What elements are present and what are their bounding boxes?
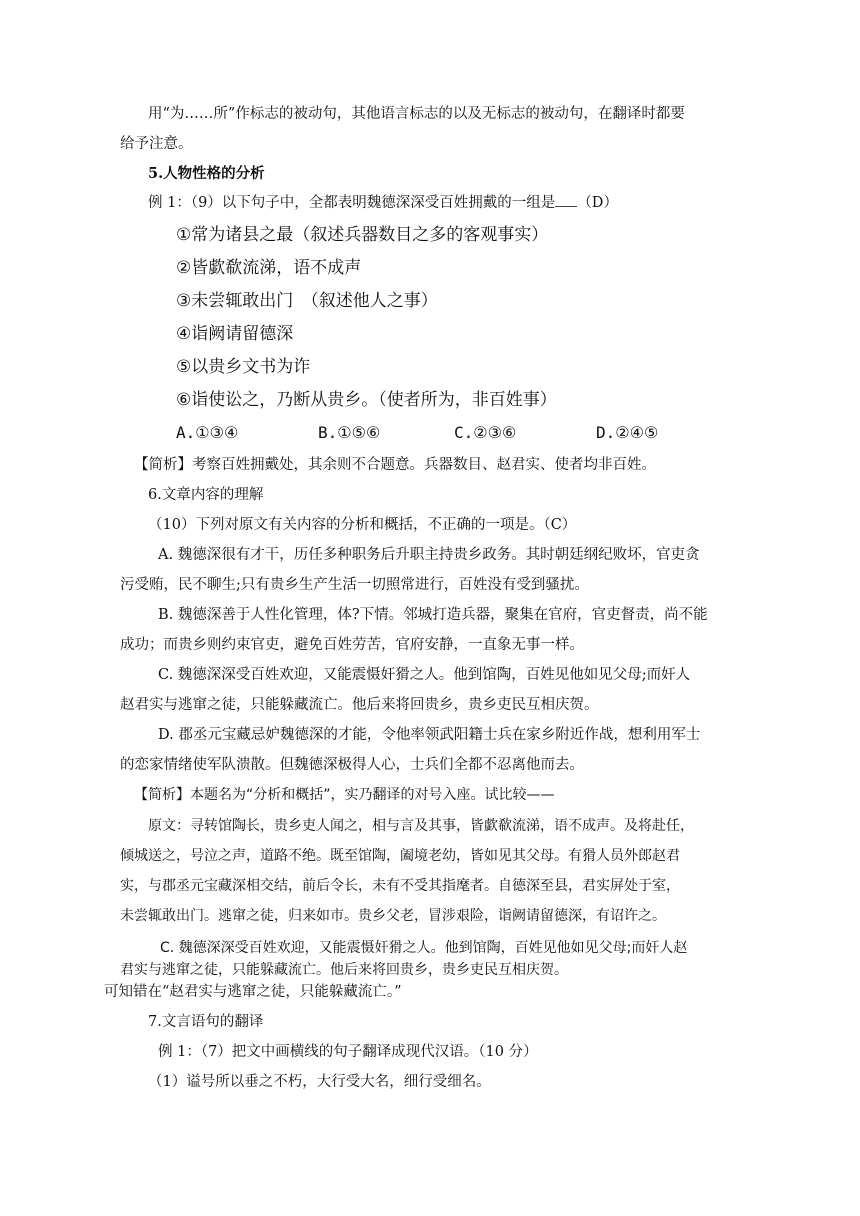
- choice-a: A.①③④: [176, 423, 239, 442]
- question-10: （10）下列对原文有关内容的分析和概括，不正确的一项是。（C）: [148, 517, 577, 533]
- question-9-stem: 例 1：（9）以下句子中，全都表明魏德深深受百姓拥戴的一组是: [148, 195, 556, 211]
- original-text-line-1: 原文：寻转馆陶长，贵乡吏人闻之，相与言及其事，皆歔欷流涕，语不成声。及将赴任，: [148, 818, 694, 834]
- translation-item-1: （1）谥号所以垂之不朽，大行受大名，细行受细名。: [148, 1074, 491, 1090]
- answer-blank: [555, 206, 577, 207]
- choice-b: B.①⑤⑥: [318, 423, 381, 442]
- choice-d: D.②④⑤: [596, 423, 659, 442]
- section-heading-5: 5.人物性格的分析: [148, 165, 265, 182]
- option-item-2: ②皆歔欷流涕，语不成声: [176, 258, 362, 278]
- answer-choices: [176, 422, 696, 444]
- option-d-line-1: D. 郡丞元宝藏忌妒魏德深的才能，令他率领武阳籍士兵在家乡附近作战，想利用军士: [158, 727, 701, 743]
- section-heading-6: 6.文章内容的理解: [148, 487, 264, 503]
- option-d-line-2: 的恋家情绪使军队溃散。但魏德深极得人心，士兵们全都不忍离他而去。: [120, 757, 584, 773]
- analysis-note-1: 【简析】考察百姓拥戴处，其余则不合题意。兵器数目、赵君实、使者均非百姓。: [134, 457, 656, 473]
- option-b-line-2: 成功；而贵乡则约束官吏，避免百姓劳苦，官府安静，一直象无事一样。: [120, 637, 584, 653]
- choice-c: C.②③⑥: [454, 423, 517, 442]
- option-a-line-1: A. 魏德深很有才干，历任多种职务后升职主持贵乡政务。其时朝廷纲纪败坏，官吏贪: [158, 547, 700, 563]
- analysis-note-2: 【简析】本题名为“分析和概括”，实乃翻译的对号入座。试比较——: [134, 787, 555, 803]
- option-item-6: ⑥诣使讼之，乃断从贵乡。（使者所为，非百姓事）: [176, 390, 557, 410]
- option-b-line-1: B. 魏德深善于人性化管理，体?下情。邻城打造兵器，聚集在官府，官吏督责，尚不能: [158, 607, 708, 623]
- comparison-c-line-2: 君实与逃窜之徒，只能躲藏流亡。他后来将回贵乡，贵乡吏民互相庆贺。: [120, 962, 568, 978]
- original-text-line-4: 未尝辄敢出门。逃窜之徒，归来如市。贵乡父老，冒涉艰险，诣阙请留德深，有诏许之。: [120, 908, 666, 924]
- conclusion-line: 可知错在“赵君实与逃窜之徒，只能躲藏流亡。”: [104, 984, 402, 1000]
- option-item-3: ③未尝辄敢出门 （叙述他人之事）: [176, 291, 438, 311]
- option-c-line-2: 赵君实与逃窜之徒，只能躲藏流亡。他后来将回贵乡，贵乡吏民互相庆贺。: [120, 697, 599, 713]
- example-question-7: 例 1：（7）把文中画横线的句子翻译成现代汉语。（10 分）: [158, 1044, 538, 1060]
- option-item-4: ④诣阙请留德深: [176, 324, 294, 344]
- option-item-5: ⑤以贵乡文书为诈: [176, 357, 311, 377]
- option-c-line-1: C. 魏德深深受百姓欢迎，又能震慑奸猾之人。他到馆陶，百姓见他如见父母;而奸人: [158, 667, 691, 683]
- option-a-line-2: 污受贿，民不聊生;只有贵乡生产生活一切照常进行，百姓没有受到骚扰。: [120, 577, 589, 593]
- example-question-9: [148, 193, 618, 213]
- text-line-passive-note-cont: 给予注意。: [120, 136, 193, 152]
- original-text-line-3: 实，与郡丞元宝藏深相交结，前后令长，未有不受其指麾者。自德深至县，君实屏处于室，: [120, 878, 680, 894]
- question-9-answer: （D）: [577, 195, 618, 211]
- section-heading-7: 7.文言语句的翻译: [148, 1014, 264, 1030]
- text-line-passive-note: 用“为……所”作标志的被动句，其他语言标志的以及无标志的被动句，在翻译时都要: [148, 106, 685, 122]
- option-item-1: ①常为诸县之最（叙述兵器数目之多的客观事实）: [176, 225, 549, 245]
- comparison-c-line-1: C. 魏德深深受百姓欢迎，又能震慑奸猾之人。他到馆陶，百姓见他如见父母;而奸人赵: [160, 940, 688, 956]
- original-text-line-2: 倾城送之，号泣之声，道路不绝。既至馆陶，阖境老幼，皆如见其父母。有猾人员外郎赵君: [120, 848, 680, 864]
